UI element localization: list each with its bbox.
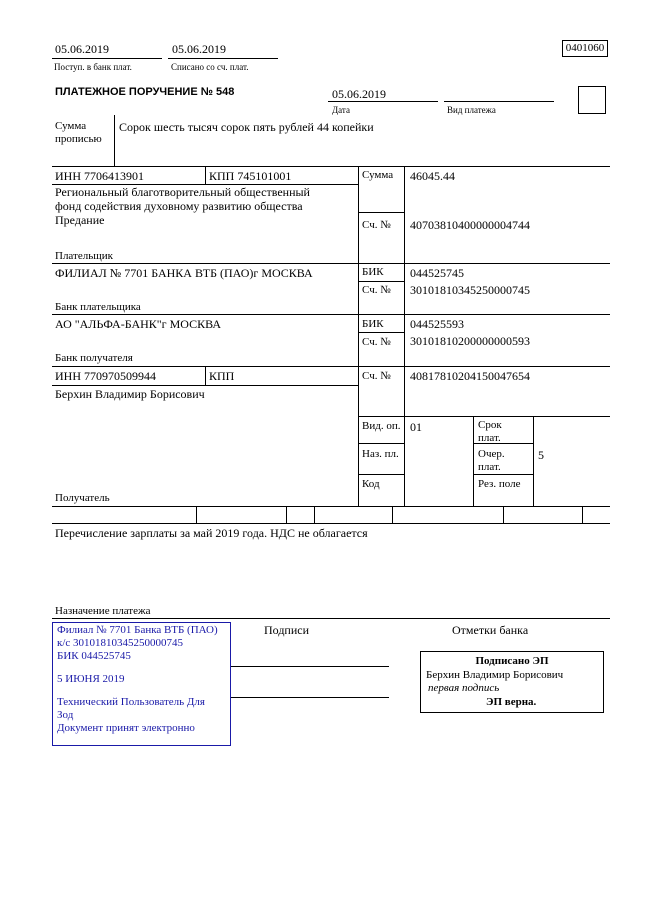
- signature-line-1: [231, 666, 389, 667]
- received-date-line: [52, 58, 162, 59]
- payer-bank-account-label: Сч. №: [362, 284, 391, 296]
- grid-line: [286, 506, 287, 523]
- payer-account-label: Сч. №: [362, 219, 391, 231]
- queue-label: Очер. плат.: [478, 448, 505, 473]
- grid-line: [205, 366, 206, 385]
- recipient-kpp: КПП: [209, 369, 235, 383]
- payer-name: Региональный благотворительный общественный фонд содействия духовному развитию общества Предание: [55, 185, 310, 227]
- payment-type-line: [444, 101, 554, 102]
- grid-line: [314, 506, 315, 523]
- grid-line: [52, 166, 610, 167]
- purpose-code-label: Наз. пл.: [362, 448, 399, 460]
- recipient-account-label: Сч. №: [362, 370, 391, 382]
- payer-bank-name: ФИЛИАЛ № 7701 БАНКА ВТБ (ПАО)г МОСКВА: [55, 266, 313, 280]
- recipient-bank-bik-label: БИК: [362, 318, 384, 330]
- term-label: Срок плат.: [478, 419, 502, 444]
- grid-line: [358, 212, 404, 213]
- grid-line: [196, 506, 197, 523]
- debited-date: 05.06.2019: [172, 42, 226, 56]
- ep-role: первая подпись: [428, 682, 500, 694]
- received-date: 05.06.2019: [55, 42, 109, 56]
- purpose-text: Перечисление зарплаты за май 2019 года. НДС не облагается: [55, 526, 368, 540]
- order-date-label: Дата: [332, 105, 350, 115]
- code-label: Код: [362, 478, 380, 490]
- op-type-value: 01: [410, 420, 422, 434]
- grid-line: [358, 166, 359, 506]
- payer-inn: ИНН 7706413901: [55, 169, 144, 183]
- queue-value: 5: [538, 448, 544, 462]
- recipient-label: Получатель: [55, 492, 110, 504]
- debited-label: Списано со сч. плат.: [171, 62, 249, 72]
- recipient-name: Берхин Владимир Борисович: [55, 387, 205, 401]
- payer-bank-bik: 044525745: [410, 266, 464, 280]
- bank-marks-label: Отметки банка: [452, 623, 529, 637]
- grid-line: [392, 506, 393, 523]
- grid-line: [582, 506, 583, 523]
- payer-sum: 46045.44: [410, 169, 455, 183]
- recipient-bank-label: Банк получателя: [55, 352, 133, 364]
- order-title: ПЛАТЕЖНОЕ ПОРУЧЕНИЕ № 548: [55, 86, 235, 98]
- grid-line: [503, 506, 504, 523]
- grid-line: [533, 416, 534, 506]
- purpose-label: Назначение платежа: [55, 605, 151, 617]
- payer-bank-bik-label: БИК: [362, 266, 384, 278]
- grid-line: [358, 416, 610, 417]
- ep-title: Подписано ЭП: [475, 655, 549, 667]
- grid-line: [473, 416, 474, 506]
- payer-bank-account: 30101810345250000745: [410, 283, 530, 297]
- amount-words-label: Сумма прописью: [55, 120, 102, 145]
- amount-words-text: Сорок шесть тысяч сорок пять рублей 44 копейки: [119, 120, 374, 134]
- payer-account: 40703810400000004744: [410, 218, 530, 232]
- received-label: Поступ. в банк плат.: [54, 62, 132, 72]
- grid-line: [52, 263, 610, 264]
- grid-line: [473, 474, 533, 475]
- grid-line: [52, 366, 610, 367]
- grid-line: [205, 166, 206, 184]
- recipient-bank-account-label: Сч. №: [362, 336, 391, 348]
- signature-line-2: [231, 697, 389, 698]
- grid-line: [358, 443, 404, 444]
- grid-line: [52, 506, 610, 507]
- order-date: 05.06.2019: [332, 87, 386, 101]
- ep-verified: ЭП верна.: [486, 696, 537, 708]
- grid-line: [52, 385, 358, 386]
- purpose-bottom-line: [52, 618, 610, 619]
- grid-line: [358, 332, 404, 333]
- grid-line: [52, 314, 610, 315]
- recipient-inn: ИНН 770970509944: [55, 369, 156, 383]
- op-type-label: Вид. оп.: [362, 420, 401, 432]
- recipient-account: 40817810204150047654: [410, 369, 530, 383]
- order-date-line: [328, 101, 438, 102]
- ep-signer: Берхин Владимир Борисович: [426, 669, 564, 681]
- status-box: [578, 86, 606, 114]
- recipient-bank-account: 30101810200000000593: [410, 334, 530, 348]
- recipient-bank-bik: 044525593: [410, 317, 464, 331]
- payer-label: Плательщик: [55, 250, 113, 262]
- grid-line: [404, 166, 405, 506]
- recipient-bank-name: АО "АЛЬФА-БАНК"г МОСКВА: [55, 317, 222, 331]
- payer-sum-label: Сумма: [362, 169, 394, 181]
- grid-line: [358, 474, 404, 475]
- grid-line: [52, 523, 610, 524]
- amount-words-divider: [114, 115, 115, 166]
- payer-bank-label: Банк плательщика: [55, 301, 141, 313]
- grid-line: [358, 281, 404, 282]
- payer-kpp: КПП 745101001: [209, 169, 292, 183]
- reserve-field-label: Рез. поле: [478, 478, 521, 490]
- bank-stamp: Филиал № 7701 Банка ВТБ (ПАО) к/с 30101810345250000745 БИК 044525745 5 ИЮНЯ 2019 Технический Пользователь Для Зод Документ принят электронно: [52, 622, 231, 746]
- form-code: 0401060: [562, 40, 608, 57]
- debited-date-line: [168, 58, 278, 59]
- payment-type-label: Вид платежа: [447, 105, 496, 115]
- signatures-label: Подписи: [264, 623, 310, 637]
